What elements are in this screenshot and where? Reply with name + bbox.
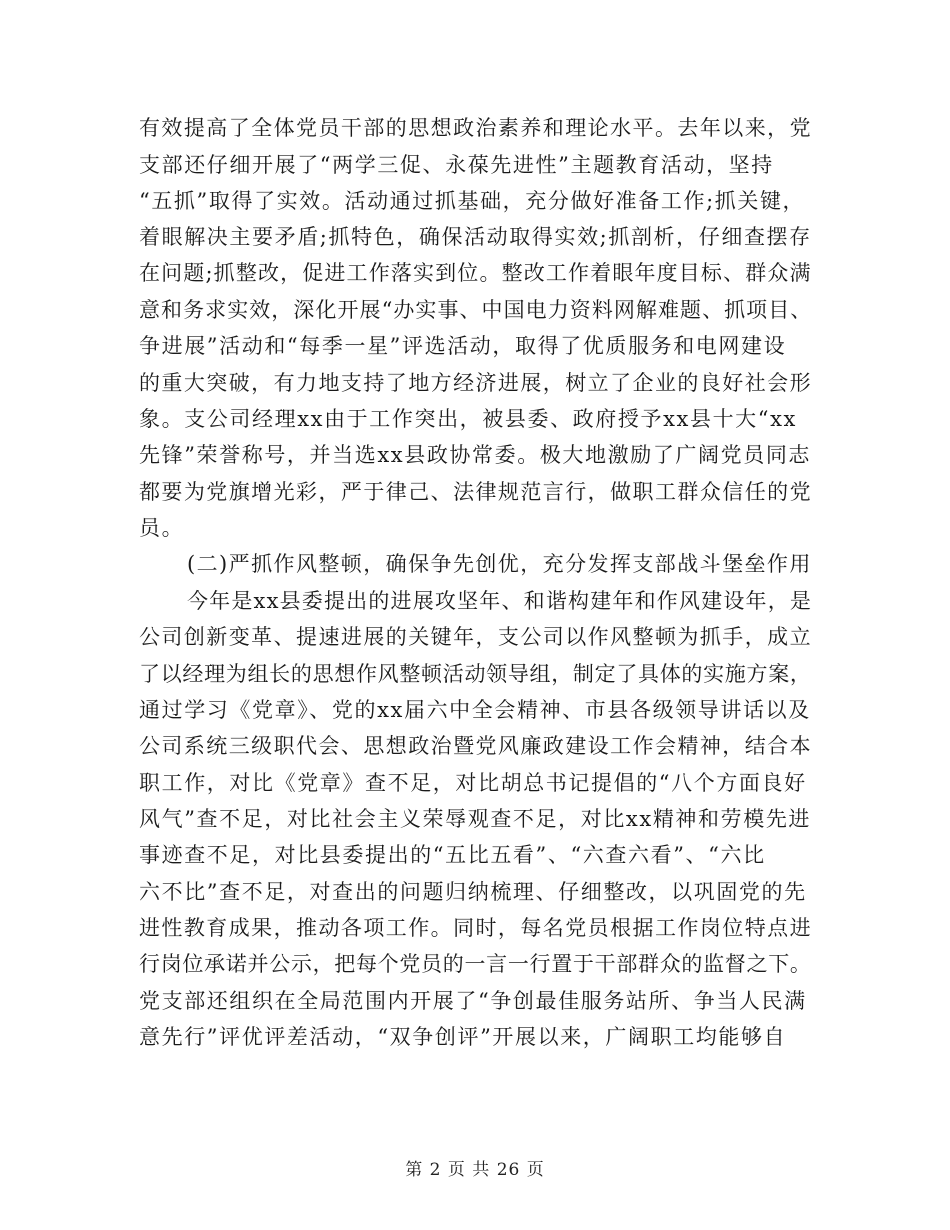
body-text-line: 公司系统三级职代会、思想政治暨党风廉政建设工作会精神，结合本 (139, 734, 812, 758)
body-text-line: 进性教育成果，推动各项工作。同时，每名党员根据工作岗位特点进 (139, 916, 812, 940)
body-text-line: 事迹查不足，对比县委提出的“五比五看”、“六查六看”、“六比 (139, 843, 766, 867)
body-text-line: 通过学习《党章》、党的xx届六中全会精神、市县各级领导讲话以及 (139, 698, 811, 722)
body-text-line: 支部还仔细开展了“两学三促、永葆先进性”主题教育活动，坚持 (139, 153, 774, 177)
body-text-line: 意和务求实效，深化开展“办实事、中国电力资料网解难题、抓项目、 (139, 298, 813, 322)
body-text-line: 在问题;抓整改，促进工作落实到位。整改工作着眼年度目标、群众满 (139, 261, 812, 285)
body-text-line: 意先行”评优评差活动，“双争创评”开展以来，广阔职工均能够自 (139, 1025, 787, 1049)
body-text-line: 六不比”查不足，对查出的问题归纳梳理、仔细整改，以巩固党的先 (139, 880, 807, 904)
body-text-line: 都要为党旗增光彩，严于律己、法律规范言行，做职工群众信任的党 (139, 480, 812, 504)
body-text-line: 员。 (139, 516, 185, 540)
page-number-footer: 第 2 页 共 26 页 (405, 1160, 545, 1180)
body-text-line: 争进展”活动和“每季一星”评选活动，取得了优质服务和电网建设 (139, 334, 787, 358)
body-text-line: 职工作，对比《党章》查不足，对比胡总书记提倡的“八个方面良好 (139, 771, 807, 795)
body-text-line: 风气”查不足，对比社会主义荣辱观查不足，对比xx精神和劳模先进 (139, 807, 812, 831)
body-text-line: 先锋”荣誉称号，并当选xx县政协常委。极大地激励了广阔党员同志 (139, 443, 812, 467)
body-text-line: 了以经理为组长的思想作风整顿活动领导组，制定了具体的实施方案， (139, 662, 812, 686)
body-text-line: 有效提高了全体党员干部的思想政治素养和理论水平。去年以来，党 (139, 116, 812, 140)
body-text-line: 象。支公司经理xx由于工作突出，被县委、政府授予xx县十大“xx (139, 407, 797, 431)
body-text-line: “五抓”取得了实效。活动通过抓基础，充分做好准备工作;抓关键， (139, 189, 806, 213)
body-text-line: 的重大突破，有力地支持了地方经济进展，树立了企业的良好社会形 (139, 371, 812, 395)
body-text-line: 公司创新变革、提速进展的关键年，支公司以作风整顿为抓手，成立 (139, 625, 812, 649)
section-heading: (二)严抓作风整顿，确保争先创优，充分发挥支部战斗堡垒作用 (187, 552, 812, 576)
body-text-line: 今年是xx县委提出的进展攻坚年、和谐构建年和作风建设年，是 (187, 589, 813, 613)
body-text-line: 行岗位承诺并公示，把每个党员的一言一行置于干部群众的监督之下。 (139, 952, 812, 976)
body-text-line: 党支部还组织在全局范围内开展了“争创最佳服务站所、争当人民满 (139, 989, 807, 1013)
body-text-line: 着眼解决主要矛盾;抓特色，确保活动取得实效;抓剖析，仔细查摆存 (139, 225, 812, 249)
